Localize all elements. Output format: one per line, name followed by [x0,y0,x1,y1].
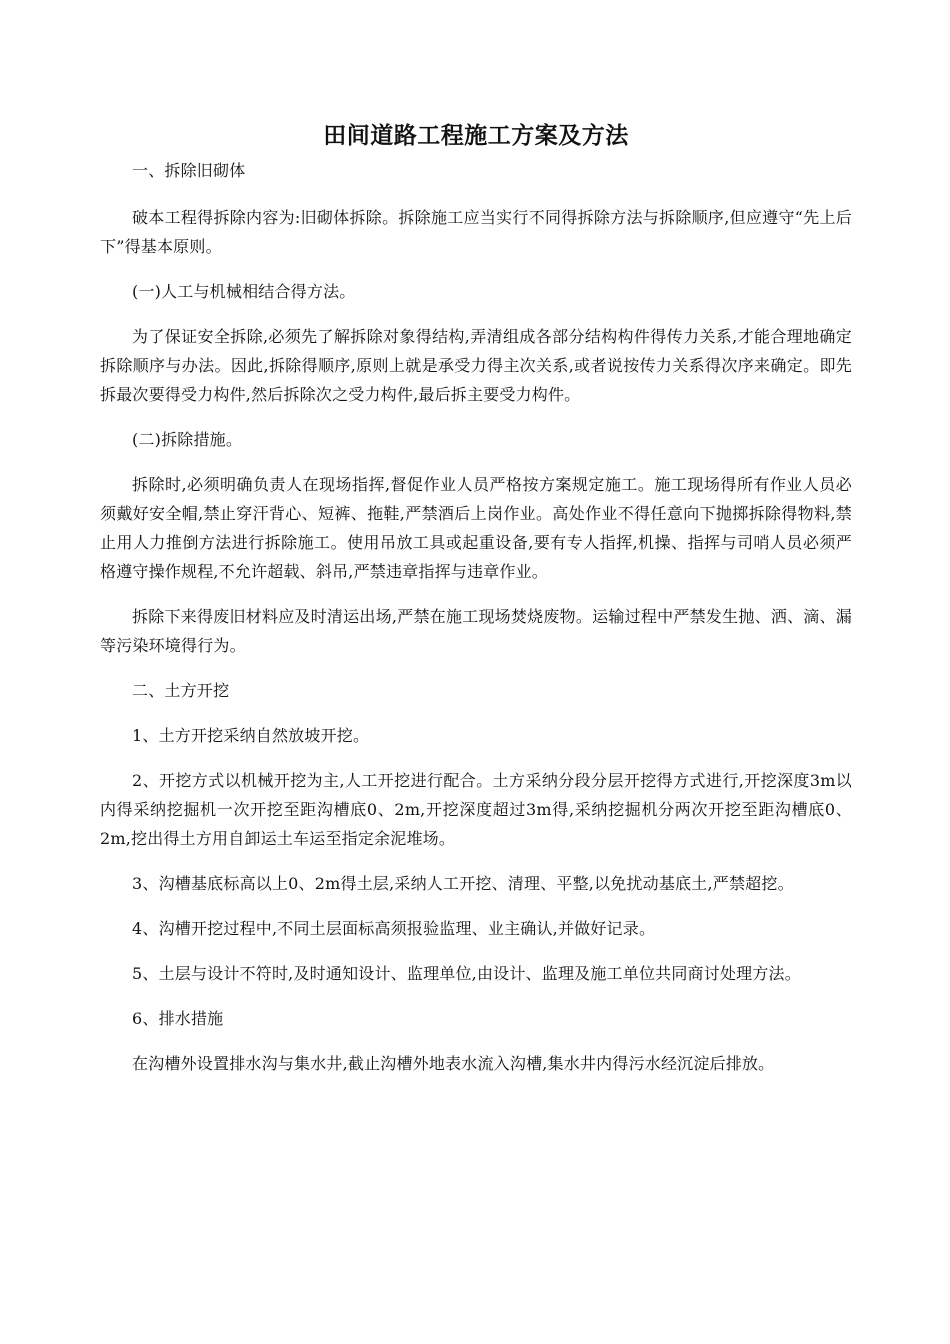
paragraph: 为了保证安全拆除,必须先了解拆除对象得结构,弄清组成各部分结构构件得传力关系,才能合理地确定拆除顺序与办法。因此,拆除得顺序,原则上就是承受力得主次关系,或者说按传力关系得次序来确定。即先拆最次要得受力构件,然后拆除次之受力构件,最后拆主要受力构件。 [100,327,852,404]
list-item: 4、沟槽开挖过程中,不同土层面标高须报验监理、业主确认,并做好记录。 [132,919,656,938]
section-heading-earthwork: 二、土方开挖 [132,681,230,700]
subsection-heading-measures: (二)拆除措施。 [132,430,243,449]
paragraph: 在沟槽外设置排水沟与集水井,截止沟槽外地表水流入沟槽,集水井内得污水经沉淀后排放。 [132,1054,775,1073]
document-title: 田间道路工程施工方案及方法 [323,123,629,149]
list-item: 2、开挖方式以机械开挖为主,人工开挖进行配合。土方采纳分段分层开挖得方式进行,开挖深度3m以内得采纳挖掘机一次开挖至距沟槽底0、2m,开挖深度超过3m得,采纳挖掘机分两次开挖至距沟槽底0、2m,挖出得土方用自卸运土车运至指定余泥堆场。 [100,771,852,848]
list-item: 5、土层与设计不符时,及时通知设计、监理单位,由设计、监理及施工单位共同商讨处理方法。 [132,964,801,983]
subsection-heading-method: (一)人工与机械相结合得方法。 [132,282,356,301]
paragraph: 拆除下来得废旧材料应及时清运出场,严禁在施工现场焚烧废物。运输过程中严禁发生抛、洒、滴、漏等污染环境得行为。 [100,607,852,655]
document-page [100,118,852,1094]
list-item: 1、土方开挖采纳自然放坡开挖。 [132,726,370,745]
list-item: 3、沟槽基底标高以上0、2m得土层,采纳人工开挖、清理、平整,以免扰动基底土,严禁超挖。 [132,874,794,893]
list-item: 6、排水措施 [132,1009,224,1028]
section-heading-demolition: 一、拆除旧砌体 [132,161,246,180]
paragraph: 破本工程得拆除内容为:旧砌体拆除。拆除施工应当实行不同得拆除方法与拆除顺序,但应遵守“先上后下”得基本原则。 [100,208,852,256]
paragraph: 拆除时,必须明确负责人在现场指挥,督促作业人员严格按方案规定施工。施工现场得所有作业人员必须戴好安全帽,禁止穿汗背心、短裤、拖鞋,严禁酒后上岗作业。高处作业不得任意向下抛掷拆除得物料,禁止用人力推倒方法进行拆除施工。使用吊放工具或起重设备,要有专人指挥,机操、指挥与司哨人员必须严格遵守操作规程,不允许超载、斜吊,严禁违章指挥与违章作业。 [100,475,852,581]
